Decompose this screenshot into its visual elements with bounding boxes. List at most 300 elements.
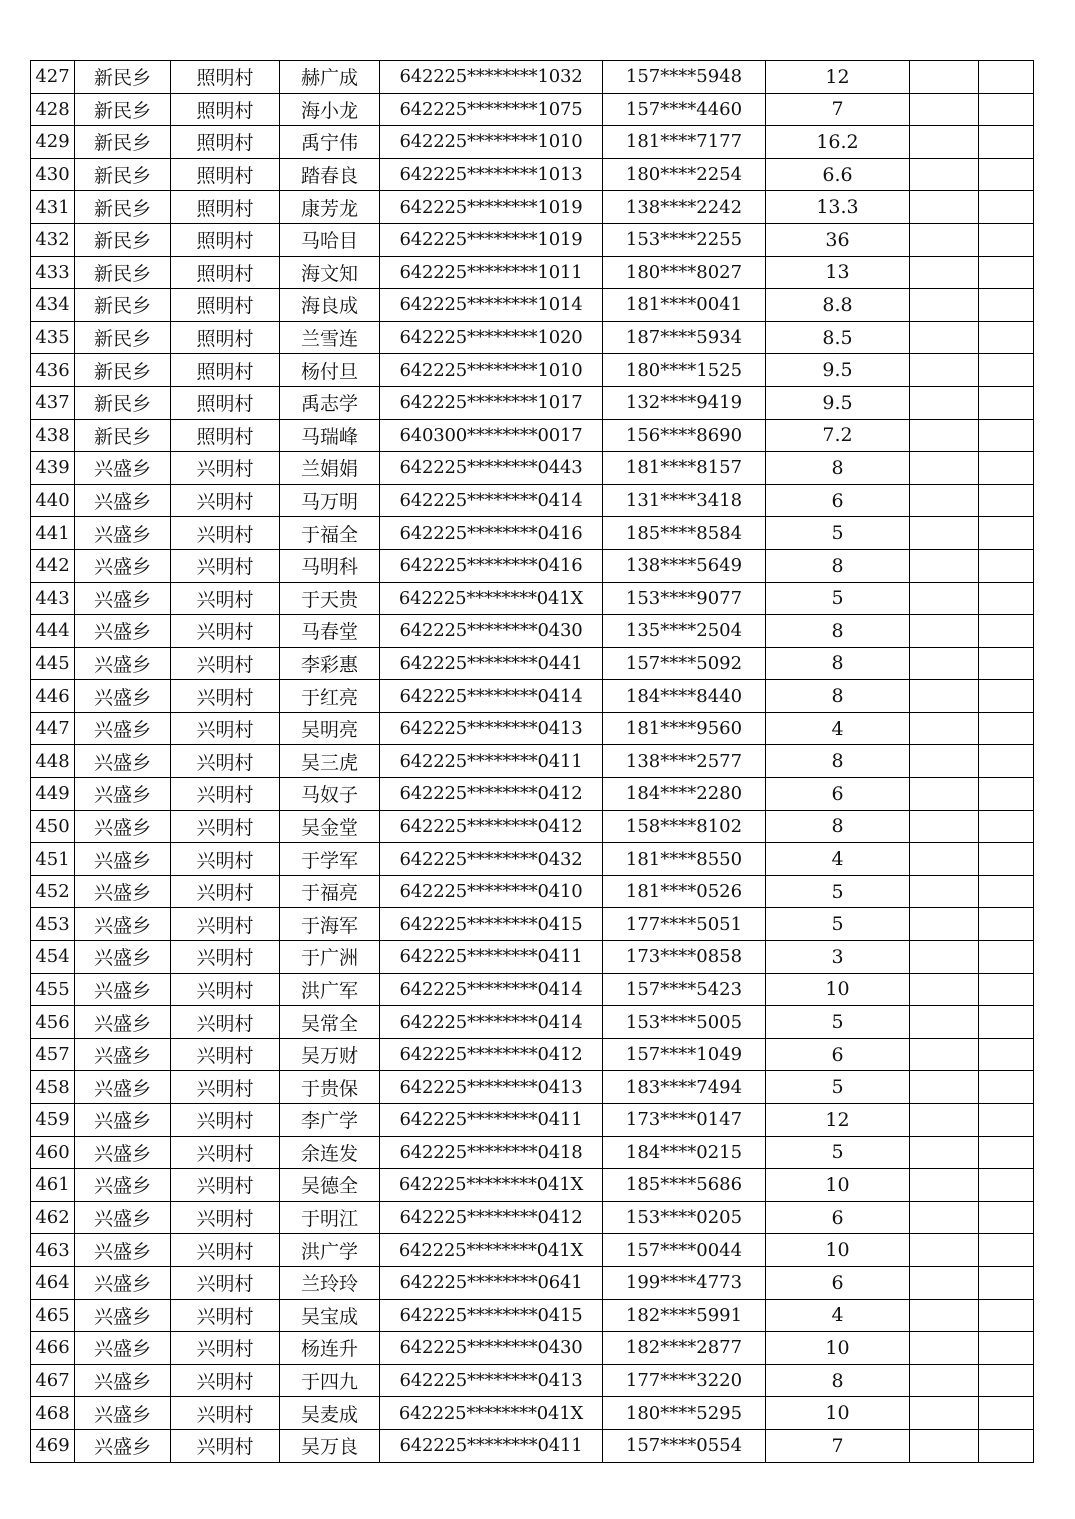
empty-cell [910, 1234, 979, 1267]
phone-cell: 177****3220 [603, 1364, 766, 1397]
phone-cell: 181****0041 [603, 289, 766, 322]
village-cell: 照明村 [171, 386, 280, 419]
value-cell: 5 [766, 517, 910, 550]
name-cell: 洪广学 [280, 1234, 380, 1267]
name-cell: 马春堂 [280, 615, 380, 648]
township-cell: 兴盛乡 [75, 615, 171, 648]
village-cell: 兴明村 [171, 1429, 280, 1462]
township-cell: 兴盛乡 [75, 484, 171, 517]
phone-cell: 157****1049 [603, 1038, 766, 1071]
table-row [31, 1234, 1034, 1267]
table-row [31, 1364, 1034, 1397]
row-number: 457 [31, 1038, 75, 1071]
id-number-cell: 642225********0412 [380, 1038, 603, 1071]
name-cell: 吴金堂 [280, 810, 380, 843]
phone-cell: 182****2877 [603, 1332, 766, 1365]
table-row [31, 843, 1034, 876]
id-number-cell: 642225********0441 [380, 647, 603, 680]
empty-cell [910, 61, 979, 94]
value-cell: 13 [766, 256, 910, 289]
table-row [31, 61, 1034, 94]
empty-cell [979, 1071, 1034, 1104]
row-number: 466 [31, 1332, 75, 1365]
id-number-cell: 642225********0411 [380, 1104, 603, 1137]
table-row [31, 158, 1034, 191]
empty-cell [979, 680, 1034, 713]
phone-cell: 181****7177 [603, 126, 766, 159]
village-cell: 兴明村 [171, 875, 280, 908]
row-number: 461 [31, 1169, 75, 1202]
empty-cell [910, 452, 979, 485]
empty-cell [910, 908, 979, 941]
phone-cell: 131****3418 [603, 484, 766, 517]
township-cell: 兴盛乡 [75, 1169, 171, 1202]
empty-cell [910, 1006, 979, 1039]
empty-cell [910, 191, 979, 224]
phone-cell: 153****2255 [603, 223, 766, 256]
empty-cell [979, 941, 1034, 974]
township-cell: 兴盛乡 [75, 1006, 171, 1039]
row-number: 450 [31, 810, 75, 843]
village-cell: 兴明村 [171, 973, 280, 1006]
table-row [31, 1332, 1034, 1365]
id-number-cell: 642225********1014 [380, 289, 603, 322]
phone-cell: 157****5092 [603, 647, 766, 680]
phone-cell: 180****8027 [603, 256, 766, 289]
empty-cell [979, 778, 1034, 811]
name-cell: 赫广成 [280, 61, 380, 94]
table-row [31, 1136, 1034, 1169]
value-cell: 8 [766, 680, 910, 713]
phone-cell: 184****8440 [603, 680, 766, 713]
name-cell: 马万明 [280, 484, 380, 517]
empty-cell [910, 582, 979, 615]
id-number-cell: 642225********0414 [380, 973, 603, 1006]
name-cell: 吴三虎 [280, 745, 380, 778]
table-row [31, 191, 1034, 224]
name-cell: 踏春良 [280, 158, 380, 191]
village-cell: 兴明村 [171, 647, 280, 680]
data-table [30, 60, 1034, 1463]
row-number: 468 [31, 1397, 75, 1430]
value-cell: 8 [766, 745, 910, 778]
empty-cell [979, 1364, 1034, 1397]
township-cell: 兴盛乡 [75, 1104, 171, 1137]
phone-cell: 173****0147 [603, 1104, 766, 1137]
value-cell: 8.5 [766, 321, 910, 354]
empty-cell [910, 1071, 979, 1104]
village-cell: 兴明村 [171, 1169, 280, 1202]
row-number: 440 [31, 484, 75, 517]
row-number: 452 [31, 875, 75, 908]
empty-cell [910, 778, 979, 811]
empty-cell [979, 1201, 1034, 1234]
name-cell: 兰玲玲 [280, 1266, 380, 1299]
id-number-cell: 642225********041X [380, 1169, 603, 1202]
empty-cell [910, 256, 979, 289]
township-cell: 兴盛乡 [75, 778, 171, 811]
phone-cell: 153****5005 [603, 1006, 766, 1039]
id-number-cell: 642225********0443 [380, 452, 603, 485]
value-cell: 4 [766, 712, 910, 745]
row-number: 430 [31, 158, 75, 191]
township-cell: 兴盛乡 [75, 1071, 171, 1104]
empty-cell [979, 1397, 1034, 1430]
village-cell: 兴明村 [171, 1201, 280, 1234]
empty-cell [910, 941, 979, 974]
phone-cell: 184****2280 [603, 778, 766, 811]
value-cell: 8 [766, 647, 910, 680]
phone-cell: 199****4773 [603, 1266, 766, 1299]
name-cell: 于福全 [280, 517, 380, 550]
empty-cell [910, 126, 979, 159]
empty-cell [910, 1169, 979, 1202]
table-row [31, 386, 1034, 419]
table-row [31, 1169, 1034, 1202]
id-number-cell: 642225********0411 [380, 941, 603, 974]
value-cell: 6 [766, 1038, 910, 1071]
village-cell: 照明村 [171, 354, 280, 387]
table-row [31, 615, 1034, 648]
table-row [31, 126, 1034, 159]
empty-cell [910, 680, 979, 713]
village-cell: 兴明村 [171, 1299, 280, 1332]
empty-cell [979, 93, 1034, 126]
empty-cell [910, 1299, 979, 1332]
phone-cell: 153****9077 [603, 582, 766, 615]
empty-cell [979, 289, 1034, 322]
value-cell: 10 [766, 1332, 910, 1365]
phone-cell: 184****0215 [603, 1136, 766, 1169]
row-number: 462 [31, 1201, 75, 1234]
value-cell: 8 [766, 452, 910, 485]
township-cell: 兴盛乡 [75, 1299, 171, 1332]
phone-cell: 135****2504 [603, 615, 766, 648]
village-cell: 照明村 [171, 321, 280, 354]
name-cell: 于明江 [280, 1201, 380, 1234]
value-cell: 10 [766, 973, 910, 1006]
phone-cell: 187****5934 [603, 321, 766, 354]
phone-cell: 157****4460 [603, 93, 766, 126]
township-cell: 兴盛乡 [75, 1332, 171, 1365]
empty-cell [910, 875, 979, 908]
value-cell: 12 [766, 61, 910, 94]
id-number-cell: 640300********0017 [380, 419, 603, 452]
village-cell: 兴明村 [171, 941, 280, 974]
value-cell: 3 [766, 941, 910, 974]
empty-cell [979, 908, 1034, 941]
phone-cell: 180****5295 [603, 1397, 766, 1430]
id-number-cell: 642225********0410 [380, 875, 603, 908]
row-number: 441 [31, 517, 75, 550]
township-cell: 兴盛乡 [75, 452, 171, 485]
empty-cell [910, 745, 979, 778]
table-row [31, 517, 1034, 550]
empty-cell [979, 712, 1034, 745]
township-cell: 兴盛乡 [75, 973, 171, 1006]
id-number-cell: 642225********0414 [380, 1006, 603, 1039]
id-number-cell: 642225********0415 [380, 1299, 603, 1332]
township-cell: 兴盛乡 [75, 582, 171, 615]
empty-cell [910, 549, 979, 582]
row-number: 455 [31, 973, 75, 1006]
row-number: 435 [31, 321, 75, 354]
empty-cell [910, 1104, 979, 1137]
value-cell: 6 [766, 778, 910, 811]
township-cell: 新民乡 [75, 93, 171, 126]
value-cell: 8 [766, 615, 910, 648]
value-cell: 5 [766, 1136, 910, 1169]
village-cell: 兴明村 [171, 778, 280, 811]
id-number-cell: 642225********0411 [380, 1429, 603, 1462]
row-number: 459 [31, 1104, 75, 1137]
name-cell: 李广学 [280, 1104, 380, 1137]
empty-cell [910, 1136, 979, 1169]
empty-cell [979, 126, 1034, 159]
phone-cell: 181****0526 [603, 875, 766, 908]
id-number-cell: 642225********1011 [380, 256, 603, 289]
row-number: 434 [31, 289, 75, 322]
empty-cell [979, 1429, 1034, 1462]
id-number-cell: 642225********0412 [380, 778, 603, 811]
village-cell: 兴明村 [171, 615, 280, 648]
empty-cell [910, 354, 979, 387]
village-cell: 兴明村 [171, 1397, 280, 1430]
id-number-cell: 642225********1032 [380, 61, 603, 94]
empty-cell [910, 1266, 979, 1299]
empty-cell [910, 1038, 979, 1071]
village-cell: 兴明村 [171, 484, 280, 517]
table-row [31, 1006, 1034, 1039]
phone-cell: 183****7494 [603, 1071, 766, 1104]
row-number: 443 [31, 582, 75, 615]
row-number: 437 [31, 386, 75, 419]
township-cell: 兴盛乡 [75, 680, 171, 713]
row-number: 429 [31, 126, 75, 159]
id-number-cell: 642225********0641 [380, 1266, 603, 1299]
township-cell: 兴盛乡 [75, 1234, 171, 1267]
empty-cell [910, 615, 979, 648]
name-cell: 禹宁伟 [280, 126, 380, 159]
table-row [31, 941, 1034, 974]
row-number: 427 [31, 61, 75, 94]
table-row [31, 354, 1034, 387]
empty-cell [910, 1364, 979, 1397]
id-number-cell: 642225********0413 [380, 712, 603, 745]
empty-cell [979, 452, 1034, 485]
village-cell: 照明村 [171, 289, 280, 322]
name-cell: 吴明亮 [280, 712, 380, 745]
id-number-cell: 642225********0416 [380, 549, 603, 582]
township-cell: 新民乡 [75, 419, 171, 452]
phone-cell: 180****2254 [603, 158, 766, 191]
value-cell: 9.5 [766, 386, 910, 419]
id-number-cell: 642225********0413 [380, 1071, 603, 1104]
township-cell: 新民乡 [75, 321, 171, 354]
value-cell: 10 [766, 1234, 910, 1267]
empty-cell [979, 158, 1034, 191]
empty-cell [979, 1169, 1034, 1202]
village-cell: 兴明村 [171, 1332, 280, 1365]
township-cell: 兴盛乡 [75, 1429, 171, 1462]
id-number-cell: 642225********1017 [380, 386, 603, 419]
value-cell: 8.8 [766, 289, 910, 322]
value-cell: 7 [766, 93, 910, 126]
id-number-cell: 642225********0432 [380, 843, 603, 876]
name-cell: 海良成 [280, 289, 380, 322]
value-cell: 36 [766, 223, 910, 256]
row-number: 446 [31, 680, 75, 713]
row-number: 453 [31, 908, 75, 941]
empty-cell [910, 1429, 979, 1462]
empty-cell [979, 810, 1034, 843]
value-cell: 4 [766, 1299, 910, 1332]
empty-cell [979, 875, 1034, 908]
row-number: 432 [31, 223, 75, 256]
township-cell: 新民乡 [75, 386, 171, 419]
empty-cell [910, 93, 979, 126]
value-cell: 6 [766, 1201, 910, 1234]
village-cell: 兴明村 [171, 582, 280, 615]
empty-cell [910, 1332, 979, 1365]
empty-cell [979, 1266, 1034, 1299]
value-cell: 5 [766, 908, 910, 941]
township-cell: 兴盛乡 [75, 1364, 171, 1397]
name-cell: 海小龙 [280, 93, 380, 126]
township-cell: 新民乡 [75, 191, 171, 224]
township-cell: 兴盛乡 [75, 517, 171, 550]
empty-cell [979, 973, 1034, 1006]
village-cell: 兴明村 [171, 810, 280, 843]
value-cell: 8 [766, 810, 910, 843]
table-row [31, 223, 1034, 256]
phone-cell: 157****5423 [603, 973, 766, 1006]
village-cell: 兴明村 [171, 1104, 280, 1137]
id-number-cell: 642225********1019 [380, 191, 603, 224]
value-cell: 6 [766, 1266, 910, 1299]
phone-cell: 177****5051 [603, 908, 766, 941]
phone-cell: 156****8690 [603, 419, 766, 452]
table-row [31, 680, 1034, 713]
township-cell: 兴盛乡 [75, 1397, 171, 1430]
table-row [31, 1104, 1034, 1137]
empty-cell [979, 386, 1034, 419]
table-row [31, 1038, 1034, 1071]
table-row [31, 647, 1034, 680]
phone-cell: 181****9560 [603, 712, 766, 745]
empty-cell [910, 843, 979, 876]
village-cell: 兴明村 [171, 1364, 280, 1397]
village-cell: 照明村 [171, 61, 280, 94]
village-cell: 兴明村 [171, 1266, 280, 1299]
name-cell: 吴万良 [280, 1429, 380, 1462]
village-cell: 兴明村 [171, 549, 280, 582]
empty-cell [910, 517, 979, 550]
value-cell: 10 [766, 1397, 910, 1430]
township-cell: 兴盛乡 [75, 810, 171, 843]
id-number-cell: 642225********0412 [380, 810, 603, 843]
empty-cell [979, 1299, 1034, 1332]
row-number: 444 [31, 615, 75, 648]
row-number: 438 [31, 419, 75, 452]
value-cell: 6 [766, 484, 910, 517]
phone-cell: 181****8157 [603, 452, 766, 485]
table-body [31, 61, 1034, 1463]
village-cell: 兴明村 [171, 452, 280, 485]
phone-cell: 153****0205 [603, 1201, 766, 1234]
name-cell: 马明科 [280, 549, 380, 582]
village-cell: 兴明村 [171, 1038, 280, 1071]
name-cell: 吴常全 [280, 1006, 380, 1039]
name-cell: 洪广军 [280, 973, 380, 1006]
id-number-cell: 642225********1013 [380, 158, 603, 191]
row-number: 458 [31, 1071, 75, 1104]
row-number: 469 [31, 1429, 75, 1462]
table-row [31, 908, 1034, 941]
id-number-cell: 642225********041X [380, 1234, 603, 1267]
id-number-cell: 642225********0416 [380, 517, 603, 550]
value-cell: 10 [766, 1169, 910, 1202]
village-cell: 兴明村 [171, 1006, 280, 1039]
name-cell: 于学军 [280, 843, 380, 876]
empty-cell [979, 419, 1034, 452]
table-row [31, 549, 1034, 582]
row-number: 431 [31, 191, 75, 224]
empty-cell [910, 321, 979, 354]
empty-cell [910, 1397, 979, 1430]
name-cell: 康芳龙 [280, 191, 380, 224]
name-cell: 于海军 [280, 908, 380, 941]
id-number-cell: 642225********1075 [380, 93, 603, 126]
id-number-cell: 642225********041X [380, 582, 603, 615]
empty-cell [979, 1038, 1034, 1071]
empty-cell [910, 158, 979, 191]
phone-cell: 138****2242 [603, 191, 766, 224]
id-number-cell: 642225********1010 [380, 126, 603, 159]
name-cell: 吴万财 [280, 1038, 380, 1071]
empty-cell [979, 843, 1034, 876]
id-number-cell: 642225********0412 [380, 1201, 603, 1234]
row-number: 449 [31, 778, 75, 811]
table-row [31, 93, 1034, 126]
village-cell: 兴明村 [171, 517, 280, 550]
name-cell: 马奴子 [280, 778, 380, 811]
table-row [31, 1299, 1034, 1332]
name-cell: 禹志学 [280, 386, 380, 419]
village-cell: 兴明村 [171, 1234, 280, 1267]
name-cell: 杨连升 [280, 1332, 380, 1365]
table-row [31, 484, 1034, 517]
row-number: 436 [31, 354, 75, 387]
table-row [31, 419, 1034, 452]
id-number-cell: 642225********0413 [380, 1364, 603, 1397]
table-row [31, 321, 1034, 354]
table-row [31, 778, 1034, 811]
id-number-cell: 642225********0418 [380, 1136, 603, 1169]
row-number: 445 [31, 647, 75, 680]
township-cell: 兴盛乡 [75, 941, 171, 974]
empty-cell [979, 1332, 1034, 1365]
name-cell: 杨付旦 [280, 354, 380, 387]
value-cell: 5 [766, 1071, 910, 1104]
phone-cell: 157****0554 [603, 1429, 766, 1462]
township-cell: 新民乡 [75, 61, 171, 94]
phone-cell: 138****2577 [603, 745, 766, 778]
table-row [31, 1201, 1034, 1234]
value-cell: 7.2 [766, 419, 910, 452]
row-number: 439 [31, 452, 75, 485]
empty-cell [910, 810, 979, 843]
